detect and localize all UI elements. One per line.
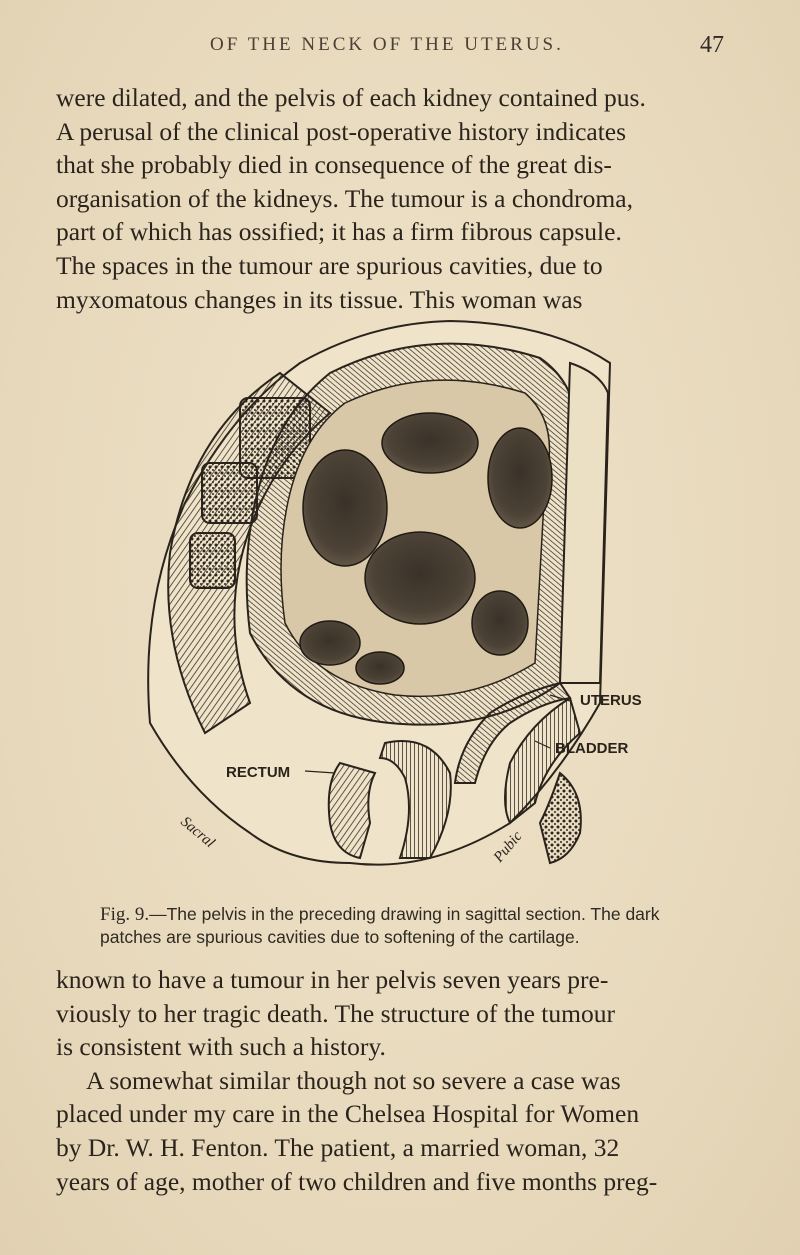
text-line: years of age, mother of two children and five months preg- (56, 1166, 658, 1196)
label-bladder: BLADDER (555, 740, 629, 757)
cavity-patch (356, 652, 404, 684)
text-line: placed under my care in the Chelsea Hospital for Women (56, 1099, 640, 1129)
text-line: viously to her tragic death. The structure of the tumour (56, 998, 615, 1028)
label-uterus: UTERUS (580, 692, 642, 709)
vertebra (190, 533, 235, 588)
text-line: known to have a tumour in her pelvis seven years pre- (56, 965, 609, 994)
text-line: myxomatous changes in its tissue. This woman was (56, 284, 583, 314)
text-line: that she probably died in consequence of the great dis- (56, 150, 612, 180)
running-head-title: OF THE NECK OF THE UTERUS. (210, 34, 564, 55)
text-line: part of which has ossified; it has a firm fibrous capsule. (56, 217, 622, 247)
figure-caption (100, 903, 720, 948)
label-pubic: Pubic (490, 828, 526, 866)
pubic-bone (540, 773, 581, 863)
caption-text: —The pelvis in the preceding drawing in sagittal section. The dark patches are spurious cavities due to softening of the cartilage. (100, 904, 660, 947)
text-line: were dilated, and the pelvis of each kidney contained pus. (56, 83, 646, 112)
paragraph-bottom (56, 963, 756, 1198)
text-line: A perusal of the clinical post-operative history indicates (56, 116, 627, 146)
label-rectum: RECTUM (226, 764, 291, 781)
text-line: organisation of the kidneys. The tumour is a chondroma, (56, 183, 633, 213)
running-head (0, 34, 800, 62)
text-line: is consistent with such a history. (56, 1032, 386, 1062)
text-line: The spaces in the tumour are spurious cavities, due to (56, 250, 603, 280)
text-line: by Dr. W. H. Fenton. The patient, a married woman, 32 (56, 1132, 620, 1162)
cavity-patch (382, 413, 478, 473)
text-line: A somewhat similar though not so severe a case was (86, 1065, 621, 1095)
figure-label: Fig. 9. (100, 904, 150, 925)
cavity-patch (488, 428, 552, 528)
cavity-patch (303, 450, 387, 566)
cavity-patch (300, 621, 360, 665)
label-sacral: Sacral (177, 813, 218, 852)
cavity-patch (472, 591, 528, 655)
paragraph-top (56, 81, 756, 316)
cavity-patch (365, 532, 475, 624)
vertebra (202, 463, 257, 523)
pelvis-sagittal-figure (130, 303, 690, 883)
page-number: 47 (700, 32, 724, 58)
